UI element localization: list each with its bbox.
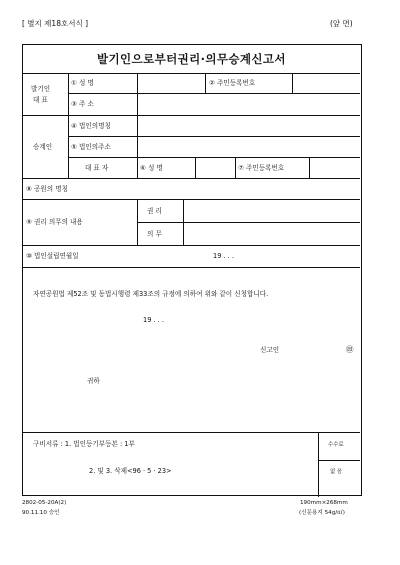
promoter-label: 발기인: [31, 85, 51, 93]
founding-date-value: 19 . . .: [213, 252, 234, 260]
address-label: ③ 주 소: [71, 100, 94, 108]
founding-date-label: ⑩ 법인설립연월일: [26, 252, 79, 260]
rule: [205, 73, 206, 93]
rule: [68, 93, 360, 94]
attachments-line-2: 2. 및 3. 삭제<96 · 5 · 23>: [89, 467, 172, 475]
rule: [183, 199, 184, 245]
paper-size: 190mm×268mm: [300, 500, 348, 506]
rep-label: 대 표 자: [85, 164, 109, 172]
addressee-label: 귀하: [87, 377, 100, 385]
rule: [68, 73, 69, 178]
declaration-form: [22, 44, 362, 496]
right-label: 권 리: [147, 207, 162, 215]
page-side-label: (앞 면): [330, 19, 353, 28]
declaration-text: 자연공원법 제52조 및 동법시행령 제33조의 규정에 의하여 위와 같이 신청합니다.: [33, 290, 269, 298]
park-name-label: ⑧ 공원의 명칭: [26, 185, 68, 193]
rule: [23, 245, 360, 246]
rule: [23, 178, 360, 179]
rule: [292, 73, 293, 93]
promoter-rep-label: 대 표: [33, 96, 48, 104]
rule: [318, 460, 360, 461]
seal-mark: ㊞: [346, 345, 354, 354]
corp-address-label: ⑤ 법인의주소: [71, 143, 111, 151]
rule: [318, 432, 319, 497]
rule: [23, 199, 360, 200]
fee-label: 수수료: [328, 442, 344, 448]
rule: [68, 136, 360, 137]
rule: [309, 157, 310, 178]
approval-date: 90.11.10 승인: [22, 510, 60, 516]
rights-content-label: ⑨ 권리 의무의 내용: [26, 218, 83, 226]
rule: [137, 73, 138, 178]
rule: [23, 73, 360, 74]
rule: [23, 115, 360, 116]
name-label: ① 성 명: [71, 79, 94, 87]
rule: [137, 222, 360, 223]
duty-label: 의 무: [147, 230, 162, 238]
fee-value: 없 음: [330, 469, 343, 475]
successor-label: 승계인: [33, 143, 53, 151]
declaration-date: 19 . . .: [143, 316, 164, 324]
paper-type: (신문용지 54g/㎡): [299, 510, 345, 516]
rule: [68, 157, 360, 158]
rep-name-label: ⑥ 성 명: [140, 164, 163, 172]
form-title: 발기인으로부터권리·의무승계신고서: [97, 52, 286, 66]
form-number: [ 별지 제18호서식 ]: [22, 19, 89, 28]
rule: [235, 157, 236, 178]
rep-reg-no-label: ⑦ 주민등록번호: [238, 164, 285, 172]
form-code: 2802-05-20A(2): [22, 500, 67, 506]
rule: [23, 267, 360, 268]
rule: [23, 432, 360, 433]
attachments-line-1: 구비서류 : 1. 법인등기부등본 : 1부: [33, 440, 135, 448]
corp-name-label: ④ 법인의명칭: [71, 122, 111, 130]
rule: [195, 157, 196, 178]
reg-no-label: ② 주민등록번호: [209, 79, 256, 87]
rule: [137, 199, 138, 245]
reporter-label: 신고인: [260, 346, 280, 354]
